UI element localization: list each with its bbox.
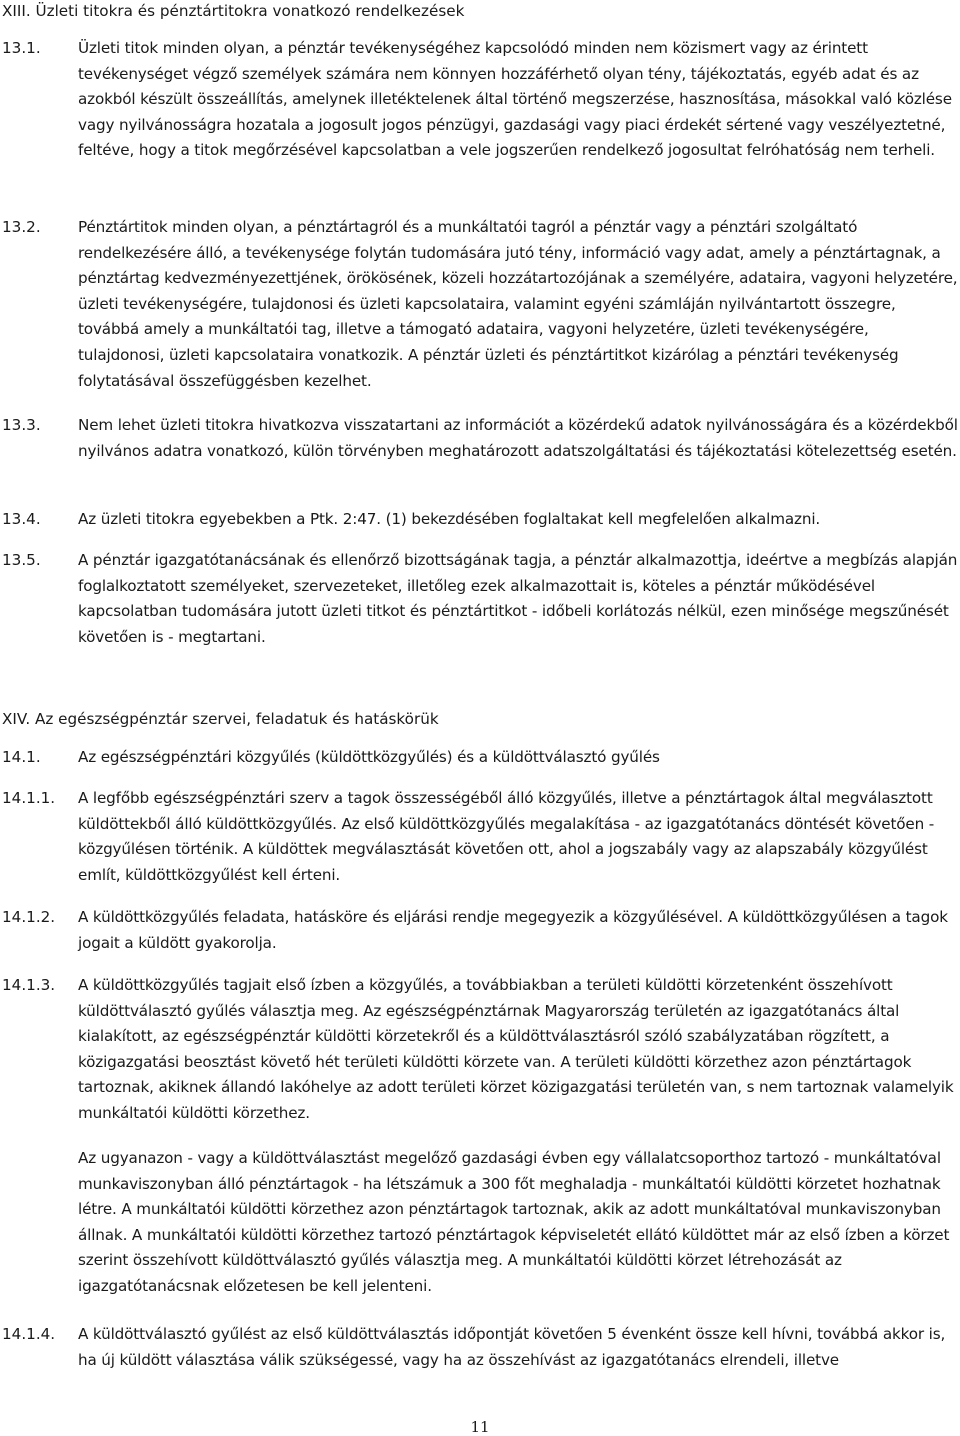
paragraph-text: Az ugyanazon - vagy a küldöttválasztást megelőző gazdasági évben egy vállalatcsoporthoz tartozó - munkáltatóval munkaviszonyban álló pénztártagok - ha létszámuk a 300 főt meghaladja - munkáltatói küldötti körzetet hozhatnak létre. A munkáltatói küldötti körzethez azon pénztártagok tartoznak, akik az adott munkáltatóval munkaviszonyban állnak. A munkáltatói küldötti körzethez tartozó pénztártagok képviseletét ellátó küldöttet már az első ízben a körzet szerint összehívott küldöttválasztó gyűlés választja meg. A munkáltatói küldötti körzet létrehozását az igazgatótanácsnak előzetesen be kell jelenteni. [78,1149,950,1295]
paragraph-text: Üzleti titok minden olyan, a pénztár tevékenységéhez kapcsolódó minden nem közismert vagy az érintett tevékenységet végző személyek számára nem könnyen hozzáférhető olyan tény, tájékoztatás, egyéb adat és az azokból készült összeállítás, amelynek illetéktelenek által történő megszerzése, hasznosítása, másokkal való közlése vagy nyilvánosságra hozatala a jogosult jogos pénzügyi, gazdasági vagy piaci érdekét sértené vagy veszélyeztetné, feltéve, hogy a titok megőrzésével kapcsolatban a vele jogszerűen rendelkező jogosultat felróhatóság nem terheli. [78,39,952,160]
section-heading-xiv: XIV. Az egészségpénztár szervei, feladatuk és hatáskörük [2,710,439,728]
section-heading-xiii: XIII. Üzleti titokra és pénztártitokra vonatkozó rendelkezések [2,2,465,20]
paragraph-text: Az üzleti titokra egyebekben a Ptk. 2:47. (1) bekezdésében foglaltakat kell megfelelően alkalmazni. [78,510,821,528]
paragraph-text: A pénztár igazgatótanácsának és ellenőrző bizottságának tagja, a pénztár alkalmazottja, ideértve a megbízás alapján foglalkoztatott személyeket, szervezeteket, illetőleg ezek alkalmazottait is, köteles a pénztár működésével kapcsolatban tudomására jutott üzleti titkot és pénztártitkot - időbeli korlátozás nélkül, ezen minősége megszűnését követően is - megtartani. [78,551,958,646]
paragraph-number: 14.1.2. [2,908,56,926]
paragraph-text: A legfőbb egészségpénztári szerv a tagok összességéből álló közgyűlés, illetve a pénztártagok által megválasztott küldöttekből álló küldöttközgyűlés. Az első küldöttközgyűlés megalakítása - az igazgatótanács döntését követően - közgyűlésen történik. A küldöttek megválasztását követően ott, ahol a jogszabály vagy az alapszabály közgyűlést említ, küldöttközgyűlést kell érteni. [78,789,935,884]
paragraph-number: 13.2. [2,218,41,236]
paragraph-text: Nem lehet üzleti titokra hivatkozva visszatartani az információt a közérdekű adatok nyilvánosságára és a közérdekből nyilvános adatra vonatkozó, külön törvényben meghatározott adatszolgáltatási és tájékoztatási kötelezettség esetén. [78,416,958,460]
paragraph-number: 13.4. [2,510,41,528]
paragraph-number: 14.1. [2,748,41,766]
paragraph-text: A küldöttválasztó gyűlést az első küldöttválasztás időpontját követően 5 évenként össze kell hívni, továbbá akkor is, ha új küldött választása válik szükségessé, vagy ha az összehívást az igazgatótanács elrendeli, illetve [78,1325,946,1369]
paragraph-number: 13.1. [2,39,41,57]
paragraph-text: A küldöttközgyűlés tagjait első ízben a közgyűlés, a továbbiakban a területi küldötti körzetenként összehívott küldöttválasztó gyűlés választja meg. Az egészségpénztárnak Magyarország területén az igazgatótanács által kialakított, az egészségpénztár küldötti körzetekről és a küldöttválasztásról szóló szabályzatában rögzített, a közigazgatási beosztást követő hét területi küldötti körzete van. A területi küldötti körzethez azon pénztártagok tartoznak, akiknek állandó lakóhelye az adott területi körzet közigazgatási területén van, s nem tartoznak valamelyik munkáltatói küldötti körzethez. [78,976,954,1122]
page-number: 11 [470,1418,490,1436]
paragraph-number: 13.5. [2,551,41,569]
paragraph-number: 13.3. [2,416,41,434]
paragraph-number: 14.1.4. [2,1325,56,1343]
paragraph-text: Az egészségpénztári közgyűlés (küldöttközgyűlés) és a küldöttválasztó gyűlés [78,748,660,766]
paragraph-number: 14.1.3. [2,976,56,994]
paragraph-number: 14.1.1. [2,789,56,807]
paragraph-text: Pénztártitok minden olyan, a pénztártagról és a munkáltatói tagról a pénztár vagy a pénztári szolgáltató rendelkezésére álló, a tevékenysége folytán tudomására jutó tény, információ vagy adat, amely a pénztártagnak, a pénztártag kedvezményezettjének, örökösének, közeli hozzátartozójának a személyére, adataira, vagyoni helyzetére, üzleti tevékenységére, tulajdonosi és üzleti kapcsolataira, valamint egyéni számláján nyilvántartott összegre, továbbá amely a munkáltatói tag, illetve a támogató adataira, vagyoni helyzetére, üzleti tevékenységére, tulajdonosi, üzleti kapcsolataira vonatkozik. A pénztár üzleti és pénztártitkot kizárólag a pénztári tevékenység folytatásával összefüggésben kezelhet. [78,218,958,390]
paragraph-text: A küldöttközgyűlés feladata, hatásköre és eljárási rendje megegyezik a közgyűlésével. A küldöttközgyűlésen a tagok jogait a küldött gyakorolja. [78,908,948,952]
